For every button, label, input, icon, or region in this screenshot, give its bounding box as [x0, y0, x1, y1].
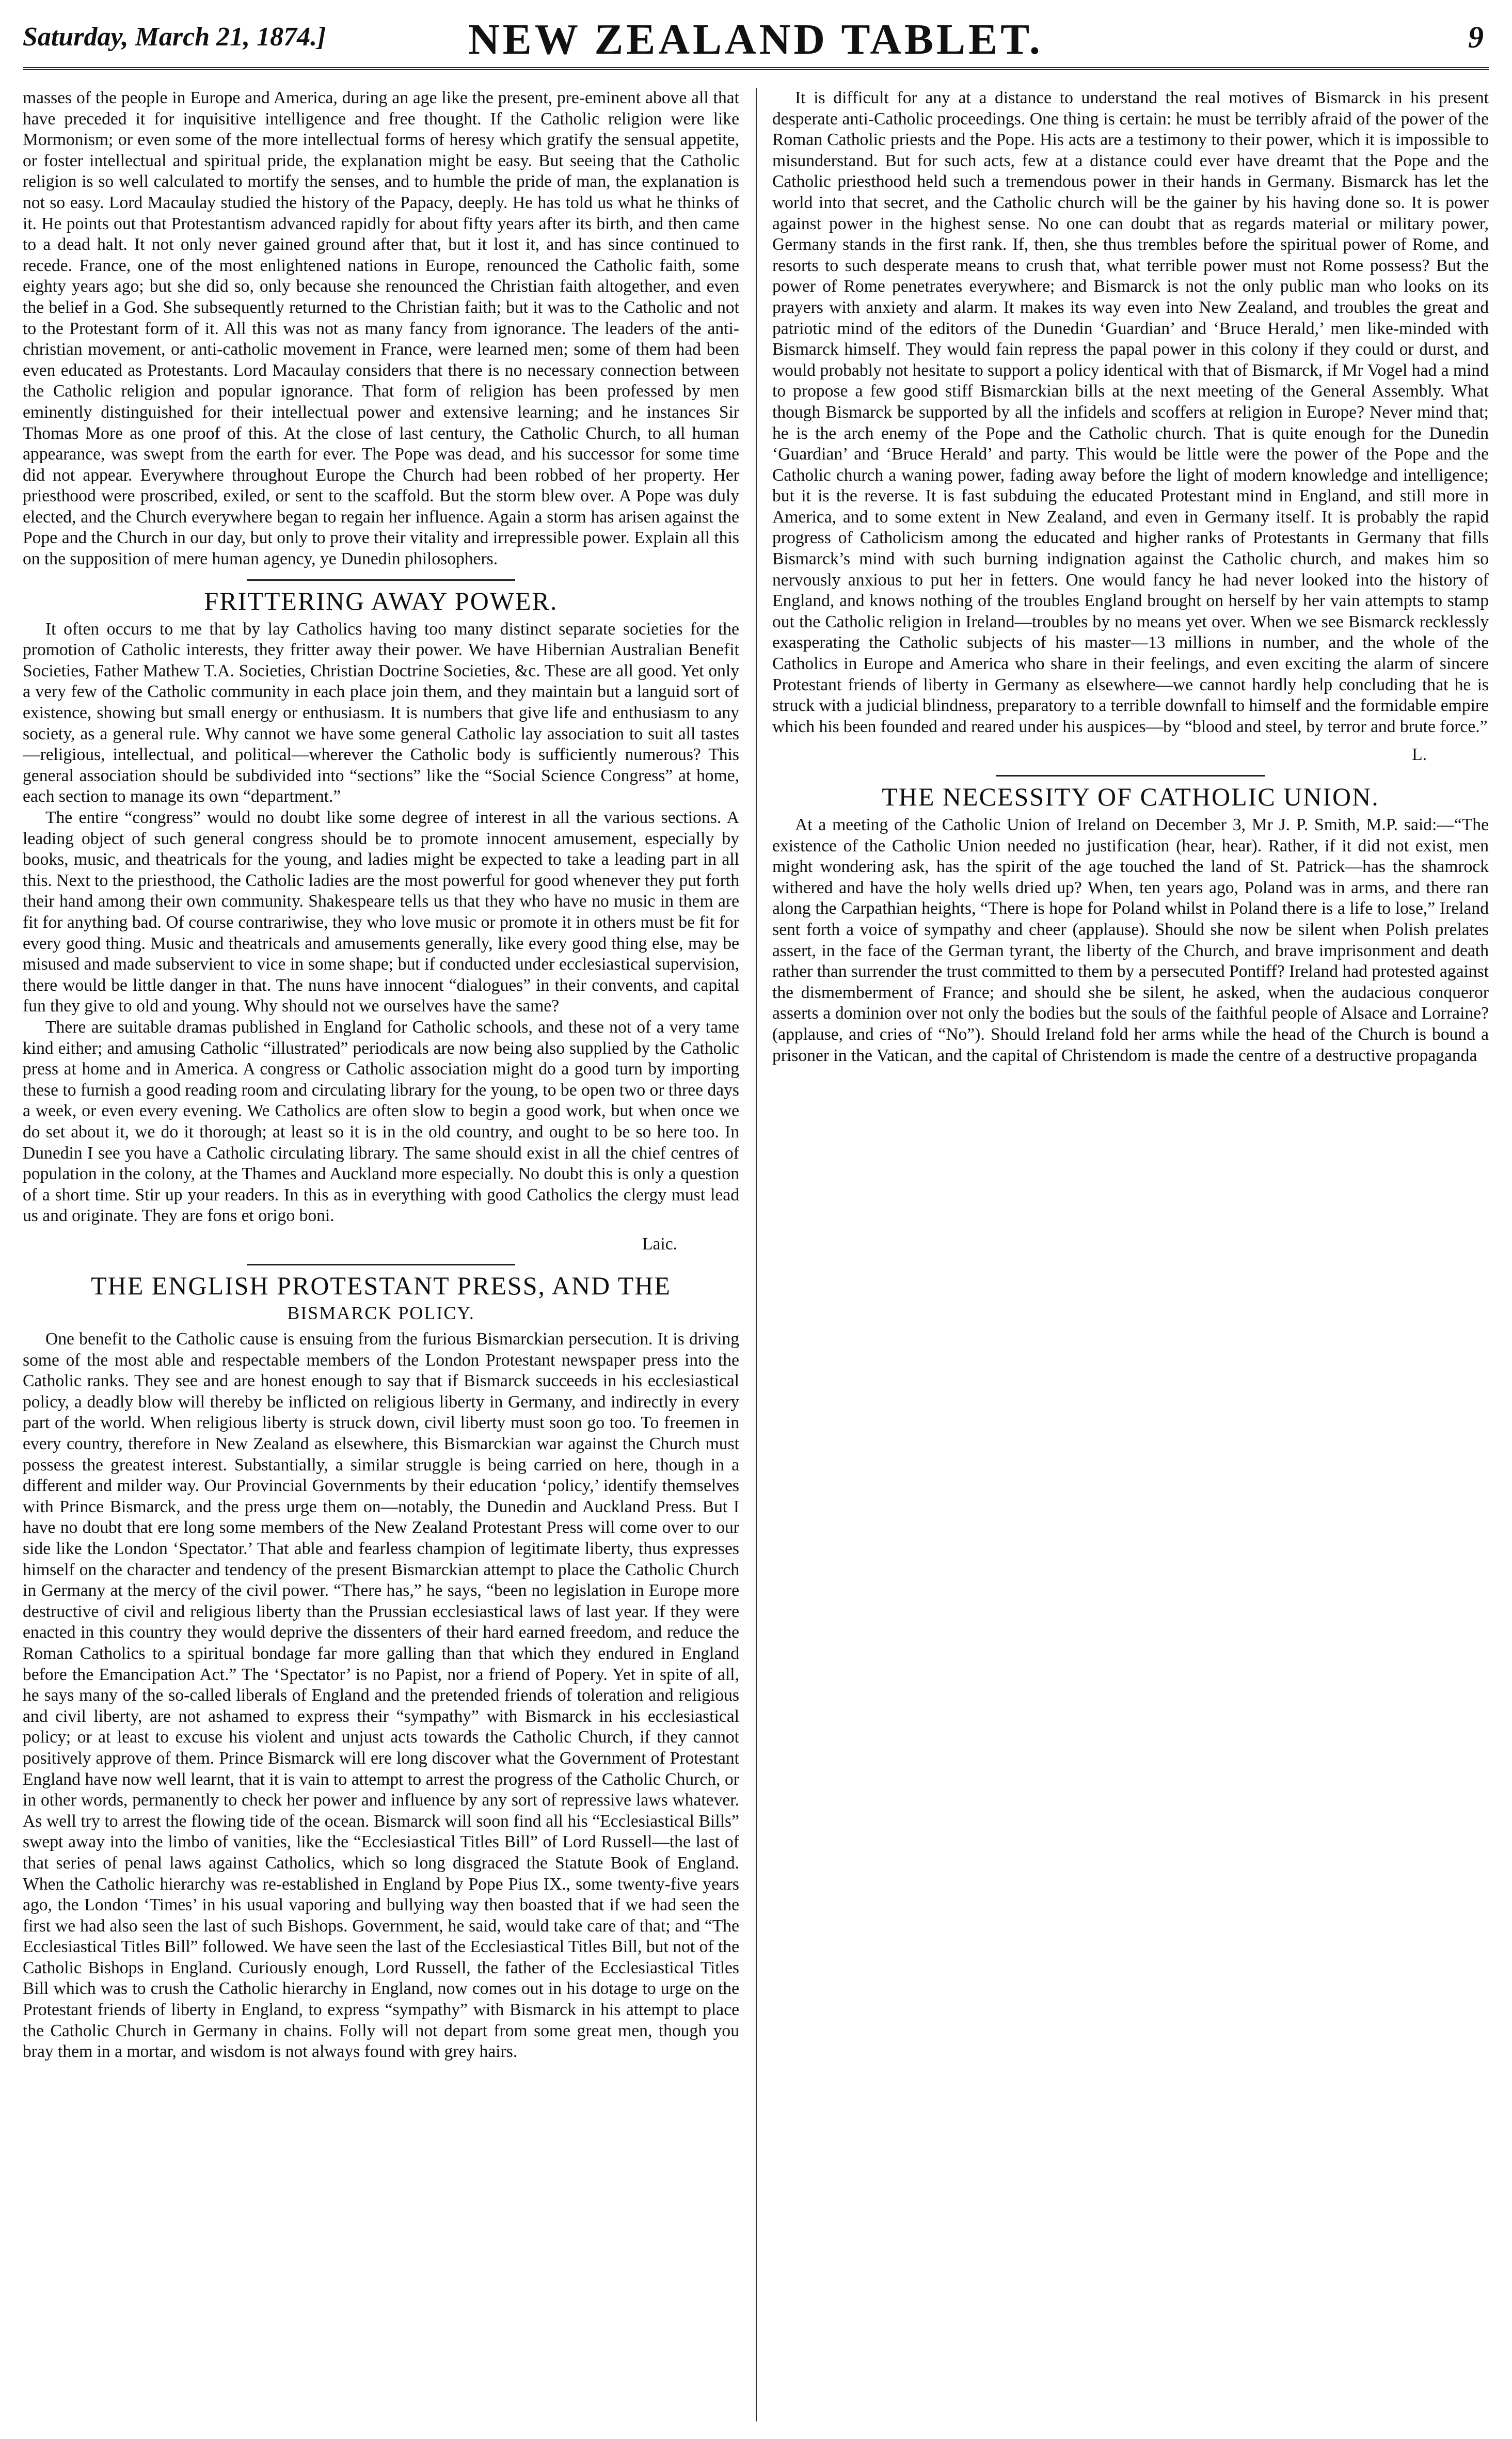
- section-rule: [247, 1264, 515, 1265]
- paragraph: At a meeting of the Catholic Union of Ireland on December 3, Mr J. P. Smith, M.P. said:—“The existence of the Catholic Union needed no justification (hear, hear). Rather, if it did not exist, men might wondering ask, has the spirit of the age touched the land of St. Patrick—has the shamrock withered and have the holy wells dried up? When, ten years ago, Poland was in arms, and there ran along the Carpathian heights, “There is hope for Poland whilst in Poland there is a life to lose,” Ireland sent forth a voice of sympathy and cheer (applause). Should she now be silent when Polish prelates assert, in the face of the German tyrant, the liberty of the Church, and brave imprisonment and death rather than surrender the trust committed to them by a persecuted Pontiff? Ireland had protested against the dismemberment of France; and should she be silent, he asked, when the audacious conqueror asserts a dominion over not only the bodies but the souls of the faithful people of Alsace and Lorraine? (applause, and cries of “No”). Should Ireland fold her arms while the head of the Church is bound a prisoner in the Vatican, and the capital of Christendom is made the centre of a destructive propaganda: [772, 815, 1489, 1065]
- masthead: [23, 10, 1489, 70]
- issue-date: Saturday, March 21, 1874.]: [23, 22, 326, 52]
- newspaper-title: NEW ZEALAND TABLET.: [468, 15, 1043, 64]
- left-column: [23, 88, 739, 2421]
- section-rule: [247, 579, 515, 581]
- article-headline: THE ENGLISH PROTESTANT PRESS, AND THE: [91, 1271, 671, 1301]
- article-english-protestant-press-continued: [772, 88, 1489, 766]
- paragraph: It is difficult for any at a distance to understand the real motives of Bismarck in his present desperate anti-Catholic proceedings. One thing is certain: he must be terribly afraid of the power of the Roman Catholic priests and the Pope. His acts are a testimony to their power, which it is impossible to misunderstand. But for such acts, few at a distance could ever have dreamt that the Pope and the Catholic priesthood held such a tremendous power in their hands in Germany. Bismarck has let the world into that secret, and the Catholic church will be the gainer by his having done so. It is power against power in the highest sense. No one can doubt that as regards material or military power, Germany stands in the first rank. If, then, she thus trembles before the spiritual power of Rome, and resorts to such desperate means to crush that, what terrible power must not Rome possess? But the power of Rome penetrates everywhere; and Bismarck is not the only public man who looks on its prayers with anxiety and alarm. It makes its way even into New Zealand, and troubles the great and patriotic mind of the editors of the Dunedin ‘Guardian’ and ‘Bruce Herald,’ men like-minded with Bismarck himself. They would fain repress the papal power in this colony if they could or durst, and would probably not hesitate to support a policy identical with that of Bismarck, if Mr Vogel had a mind to propose a few good stiff Bismarckian bills at the next meeting of the General Assembly. What though Bismarck be supported by all the infidels and scoffers at religion in Europe? Never mind that; he is the arch enemy of the Pope and the Catholic church. That is quite enough for the Dunedin ‘Guardian’ and ‘Bruce Herald’ and party. This would be little were the power of the Pope and the Catholic church a waning power, fading away before the light of modern knowledge and intelligence; but it is the reverse. It is fast subduing the educated Protestant mind in England, and still more in America, and to some extent in New Zealand, and even in Germany itself. It is probably the rapid progress of Catholicism among the educated and higher ranks of Protestants in Germany that fills Bismarck’s mind with such burning indignation against the Catholic church, and makes him so nervously anxious to put her in fetters. One would fancy he had never looked into the history of England, and knows nothing of the troubles England brought on herself by her vain attempts to stamp out the Catholic religion in Ireland—troubles by no means yet over. When we see Bismarck recklessly exasperating the Catholic subjects of his master—13 millions in number, and the whole of the Catholics in Europe and America who share in their feelings, and even exciting the alarm of sincere Protestant friends of liberty in Germany as elsewhere—we cannot hardly help concluding that he is struck with a judicial blindness, preparatory to a terrible downfall to himself and the formidable empire which his been founded and reared under his auspices—by “blood and steel, by terror and brute force.”: [772, 88, 1489, 736]
- article-signature: L.: [1412, 745, 1427, 765]
- article-necessity-of-catholic-union: [772, 782, 1489, 1066]
- column-divider: [756, 88, 757, 2421]
- right-column: [772, 88, 1489, 2421]
- article-signature: Laic.: [642, 1234, 677, 1254]
- article-continuation: [23, 88, 739, 570]
- paragraph: The entire “congress” would no doubt like some degree of interest in all the various sections. A leading object of such general congress should be to promote innocent amusement, especially by books, music, and theatricals for the young, and ladies might be expected to take a leading part in all this. Next to the priesthood, the Catholic ladies are the most powerful for good whenever they put forth their hand among their own community. Shakespeare tells us that they who have no music in them are fit for anything bad. Of course contrariwise, they who love music or promote it in others must be fit for every good thing. Music and theatricals and amusements generally, like every good thing else, may be misused and made subservient to vice in some shape; but if conducted under ecclesiastical supervision, there would be little danger in that. The nuns have innocent “dialogues” in their convents, and capital fun they give to old and young. Why should not we ourselves have the same?: [23, 808, 739, 1016]
- article-frittering-away-power: [23, 586, 739, 1255]
- paragraph: It often occurs to me that by lay Catholics having too many distinct separate societies for the promotion of Catholic interests, they fritter away their power. We have Hibernian Australian Benefit Societies, Father Mathew T.A. Societies, Christian Doctrine Societies, &c. These are all good. Yet only a very few of the Catholic community in each place join them, and they maintain but a languid sort of existence, showing but small energy or enthusiasm. It is numbers that give life and enthusiasm to any society, as a general rule. Why cannot we have some general Catholic lay association to suit all tastes—religious, intellectual, and political—wherever the Catholic body is sufficiently numerous? This general association should be subdivided into “sections” like the “Social Science Congress” at home, each section to manage its own “department.”: [23, 619, 739, 806]
- article-english-protestant-press: [23, 1271, 739, 2062]
- paragraph: There are suitable dramas published in England for Catholic schools, and these not of a very tame kind either; and amusing Catholic “illustrated” periodicals are now being also supplied by the Catholic press at home and in America. A congress or Catholic association might do a good turn by importing these to furnish a good reading room and circulating library for the young, to be open two or three days a week, or even every evening. We Catholics are often slow to begin a good work, but when once we do set about it, we do it thorough; at least so it is in the old country, and ought to be so here too. In Dunedin I see you have a Catholic circulating library. The same should exist in all the chief centres of population in the colony, at the Thames and Auckland more especially. No doubt this is only a question of a short time. Stir up your readers. In this as in everything with good Catholics the clergy must lead us and originate. They are fons et origo boni.: [23, 1017, 739, 1226]
- article-headline: FRITTERING AWAY POWER.: [204, 586, 558, 615]
- article-headline: THE NECESSITY OF CATHOLIC UNION.: [882, 782, 1379, 811]
- newspaper-page: [23, 10, 1489, 2429]
- page-number: 9: [1468, 20, 1484, 54]
- article-subheadline: BISMARCK POLICY.: [287, 1303, 475, 1324]
- paragraph: masses of the people in Europe and America, during an age like the present, pre-eminent above all that have preceded it for inquisitive intelligence and free thought. If the Catholic religion were like Mormonism; or even some of the more intellectual forms of heresy which gratify the sensual appetite, or foster intellectual and spiritual pride, the explanation might be easy. But seeing that the Catholic religion is so well calculated to mortify the senses, and to humble the pride of man, the explanation is not so easy. Lord Macaulay studied the history of the Papacy, deeply. He has told us what he thinks of it. He points out that Protestantism advanced rapidly for about fifty years after its birth, and then came to a dead halt. It not only never gained ground after that, but it lost it, and has since continued to recede. France, one of the most enlightened nations in Europe, renounced the Catholic faith, some eighty years ago; but she did so, only because she renounced the Christian faith altogether, and even the belief in a God. She subsequently returned to the Christian faith; but it was to the Catholic and not to the Protestant form of it. All this was not as many fancy from ignorance. The leaders of the anti-christian movement, or anti-catholic movement in France, were learned men; some of them had been even educated as Protestants. Lord Macaulay considers that there is no necessary connection between the Catholic religion and popular ignorance. That form of religion has been professed by men eminently distinguished for their intellectual power and extensive learning; and he instances Sir Thomas More as one proof of this. At the close of last century, the Catholic Church, to all human appearance, was swept from the earth for ever. The Pope was dead, and his successor for some time did not appear. Everywhere throughout Europe the Church had been robbed of her property. Her priesthood were proscribed, exiled, or sent to the scaffold. But the storm blew over. A Pope was duly elected, and the Church everywhere began to regain her influence. Again a storm has arisen against the Pope and the Church in our day, but only to prove their vitality and irrepressible power. Explain all this on the supposition of mere human agency, ye Dunedin philosophers.: [23, 88, 739, 569]
- section-rule: [996, 775, 1265, 777]
- paragraph: One benefit to the Catholic cause is ensuing from the furious Bismarckian persecution. It is driving some of the most able and respectable members of the London Protestant newspaper press into the Catholic ranks. They see and are honest enough to say that if Bismarck succeeds in his ecclesiastical policy, a deadly blow will thereby be inflicted on religious liberty in Germany, and indirectly in every part of the world. When religious liberty is struck down, civil liberty must soon go too. To freemen in every country, therefore in New Zealand as elsewhere, this Bismarckian war against the Church must possess the greatest interest. Substantially, a similar struggle is being carried on here, though in a different and milder way. Our Provincial Governments by their education ‘policy,’ identify themselves with Prince Bismarck, and the press urge them on—notably, the Dunedin and Auckland Press. But I have no doubt that ere long some members of the New Zealand Protestant Press will come over to our side like the London ‘Spectator.’ That able and fearless champion of legitimate liberty, thus expresses himself on the character and tendency of the present Bismarckian attempt to place the Catholic Church in Germany at the mercy of the civil power. “There has,” he says, “been no legislation in Europe more destructive of civil and religious liberty than the Prussian ecclesiastical laws of last year. If they were enacted in this country they would deprive the dissenters of their hard earned freedom, and reduce the Roman Catholics to a spiritual bondage far more galling than that which they endured in England before the Emancipation Act.” The ‘Spectator’ is no Papist, nor a friend of Popery. Yet in spite of all, he says many of the so-called liberals of England and the pretended friends of toleration and religious and civil liberty, are not ashamed to express their “sympathy” with Bismarck in his ecclesiastical policy; or at least to excuse his violent and unjust acts towards the Catholic Church, if they cannot positively approve of them. Prince Bismarck will ere long discover what the Government of Protestant England have now well learnt, that it is vain to attempt to arrest the progress of the Catholic Church, or in other words, permanently to check her power and influence by any sort of repressive laws whatever. As well try to arrest the flowing tide of the ocean. Bismarck will soon find all his “Ecclesiastical Bills” swept away into the limbo of vanities, like the “Ecclesiastical Titles Bill” of Lord Russell—the last of that series of penal laws against Catholics, which so long disgraced the Statute Book of England. When the Catholic hierarchy was re-established in England by Pope Pius IX., some twenty-five years ago, the London ‘Times’ in his usual vaporing and bullying way then boasted that if we had seen the first we had also seen the last of such Bishops. Government, he said, would take care of that; and “The Ecclesiastical Titles Bill” followed. We have seen the last of the Ecclesiastical Titles Bill, but not of the Catholic Bishops in England. Curiously enough, Lord Russell, the father of the Ecclesiastical Titles Bill which was to crush the Catholic hierarchy in England, now comes out in his dotage to urge on the Protestant friends of liberty in England, to express “sympathy” with Bismarck in his attempt to place the Catholic Church in Germany in chains. Folly will not depart from some great men, though you bray them in a mortar, and wisdom is not always found with grey hairs.: [23, 1329, 739, 2062]
